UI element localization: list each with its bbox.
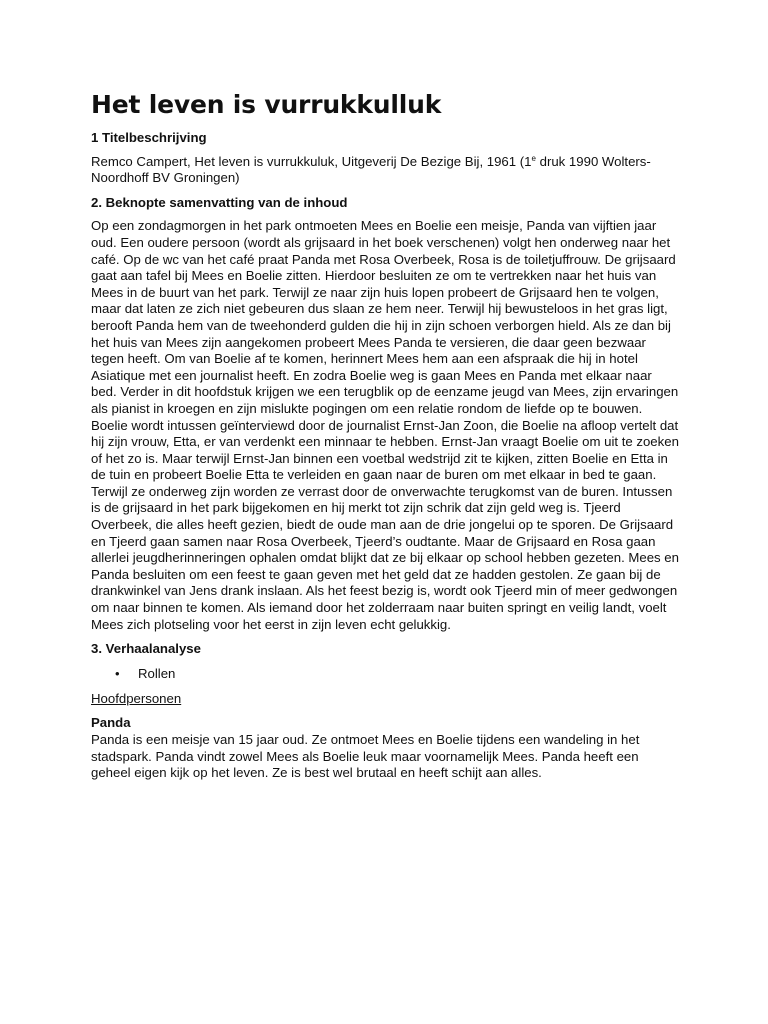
summary-paragraph: Op een zondagmorgen in het park ontmoeten Mees en Boelie een meisje, Panda van vijftien jaar oud. Een oudere persoon (wordt als grijsaard in het boek verschenen) volgt hen onderweg naar het café. Op de wc van het café praat Panda met Rosa Overbeek, Rosa is de toiletjuffrouw. De grijsaard gaat aan tafel bij Mees en Boelie zitten. Hierdoor besluiten ze om te vertrekken naar het huis van Mees in de buurt van het park. Terwijl ze naar zijn huis lopen probeert de Grijsaard hen te volgen, maar dat laten ze zich niet gebeuren dus slaan ze hem neer. Terwijl hij bewusteloos in het gras ligt, berooft Panda hem van de tweehonderd gulden die hij in zijn schoen verborgen hield. Als ze dan bij het huis van Mees zijn aangekomen probeert Mees Panda te versieren, die daar geen bezwaar tegen heeft. Om van Boelie af te komen, herinnert Mees hem aan een afspraak die hij in hotel Asiatique met een journalist heeft. En zodra Boelie weg is gaan Mees en Panda met elkaar naar bed. Verder in dit hoofdstuk krijgen we een terugblik op de eenzame jeugd van Mees, zijn ervaringen als pianist in kroegen en zijn mislukte pogingen om een relatie rondom de liefde op te bouwen. Boelie wordt intussen geïnterviewd door de journalist Ernst-Jan Zoon, die Boelie na afloop vertelt dat hij zijn vrouw, Etta, er van verdenkt een minnaar te hebben. Ernst-Jan vraagt Boelie om uit te zoeken of het zo is. Maar terwijl Ernst-Jan binnen een voetbal wedstrijd zit te kijken, zitten Boelie en Etta in de tuin en probeert Boelie Etta te verleiden en gaan naar de buren om met elkaar in bed te gaan. Terwijl ze onderweg zijn worden ze verrast door de onverwachte terugkomst van de buren. Intussen is de grijsaard in het park bijgekomen en hij merkt tot zijn schrik dat zijn geld weg is. Tjeerd Overbeek, die alles heeft gezien, biedt de oude man aan de drie jongelui op te sporen. De Grijsaard en Tjeerd gaan samen naar Rosa Overbeek, Tjeerd’s oudtante. Maar de Grijsaard en Rosa gaan allerlei jeugdherinneringen ophalen omdat blijkt dat ze bij elkaar op school hebben gezeten. Mees en Panda besluiten om een feest te gaan geven met het geld dat ze hadden gestolen. Ze gaan bij de drankwinkel van Jens drank inslaan. Als het feest bezig is, wordt ook Tjeerd min of meer gedwongen om naar binnen te komen. Als iemand door het zolderraam naar buiten springt en veilig landt, voelt Mees zich plotseling voor het eerst in zijn leven echt gelukkig. bbox=[91, 218, 679, 632]
document-page bbox=[91, 86, 681, 790]
bullet-list bbox=[91, 665, 681, 683]
main-characters-subheading: Hoofdpersonen bbox=[91, 690, 182, 706]
section-1-heading: 1 Titelbeschrijving bbox=[91, 130, 207, 145]
character-description: Panda is een meisje van 15 jaar oud. Ze ontmoet Mees en Boelie tijdens een wandeling in het stadspark. Panda vindt zowel Mees als Boelie leuk maar voornamelijk Mees. Panda heeft een geheel eigen kijk op het leven. Ze is best wel brutaal en heeft schijt aan alles. bbox=[91, 732, 640, 781]
character-name: Panda bbox=[91, 715, 131, 731]
list-item bbox=[91, 665, 681, 683]
character-paragraph bbox=[91, 715, 681, 781]
bullet-icon: • bbox=[115, 665, 120, 681]
title-description bbox=[91, 154, 681, 187]
title-description-text-end: druk 1990 Wolters-Noordhoff BV Groningen) bbox=[91, 153, 651, 186]
edition-superscript: e bbox=[531, 153, 536, 163]
list-item-label: Rollen bbox=[138, 665, 176, 681]
section-3-heading: 3. Verhaalanalyse bbox=[91, 641, 201, 657]
title-description-text: Remco Campert, Het leven is vurrukkuluk, Uitgeverij De Bezige Bij, 1961 (1 bbox=[91, 153, 532, 169]
section-2-heading: 2. Beknopte samenvatting van de inhoud bbox=[91, 194, 348, 210]
document-title: Het leven is vurrukkulluk bbox=[91, 90, 442, 119]
